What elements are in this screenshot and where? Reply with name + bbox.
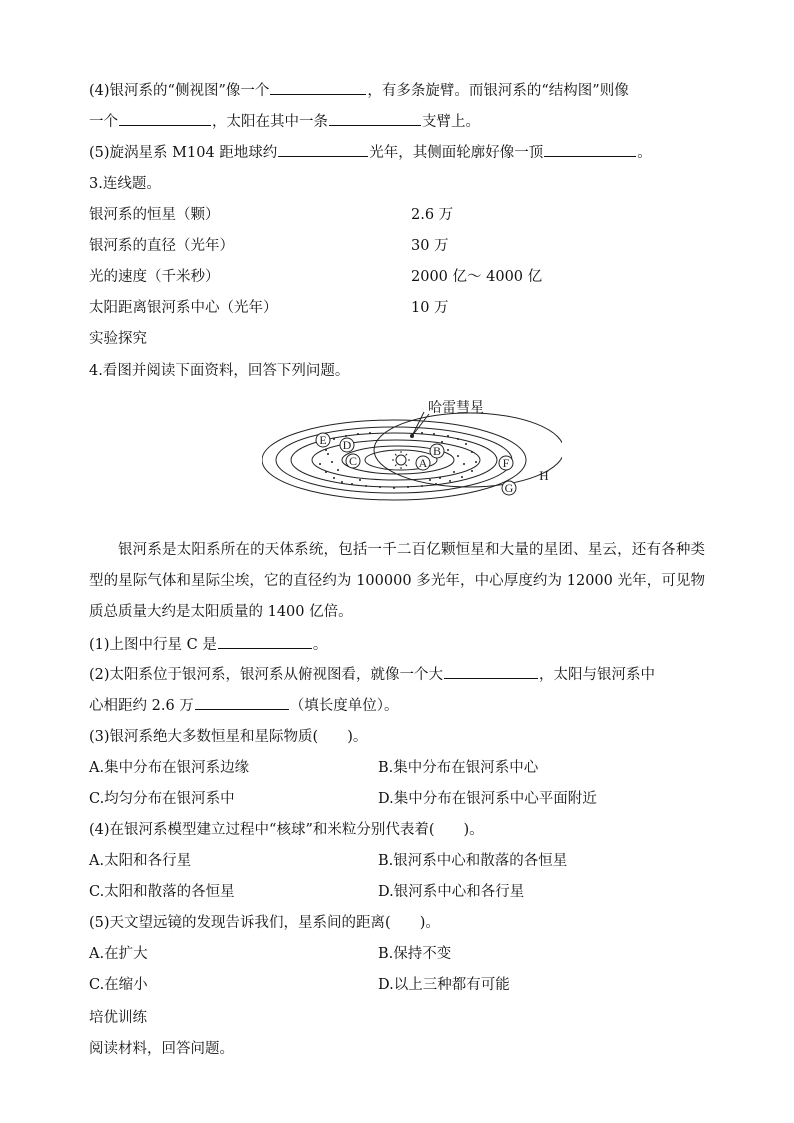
q4-sub2-text: 心相距约 2.6 万 bbox=[89, 698, 194, 714]
planet-d-marker bbox=[340, 438, 354, 452]
option-d[interactable]: D.银河系中心和各行星 bbox=[378, 884, 525, 900]
q4-sub2-text: （填长度单位）。 bbox=[289, 698, 399, 714]
planet-c-marker bbox=[346, 454, 360, 468]
answer-blank[interactable] bbox=[329, 111, 421, 126]
q2-item5-text: (5)旋涡星系 M104 距地球约 bbox=[89, 145, 278, 161]
q2-item4-text: 一个 bbox=[89, 114, 118, 130]
q2-item4-line2 bbox=[89, 111, 480, 132]
h-label: H bbox=[539, 468, 549, 483]
planet-label-e: E bbox=[319, 433, 327, 447]
planet-g-marker bbox=[502, 481, 516, 495]
q2-item4-text: 支臂上。 bbox=[422, 114, 480, 130]
halley-comet-label: 哈雷彗星 bbox=[428, 400, 484, 416]
match-right-item[interactable]: 10 万 bbox=[411, 300, 449, 316]
solar-system-diagram bbox=[262, 392, 562, 504]
option-a[interactable]: A.太阳和各行星 bbox=[89, 853, 192, 869]
option-b[interactable]: B.银河系中心和散落的各恒星 bbox=[378, 853, 568, 869]
match-right-item[interactable]: 2.6 万 bbox=[411, 207, 454, 223]
planet-f-marker bbox=[499, 456, 513, 470]
q2-item5-text: 光年，其侧面轮廓好像一顶 bbox=[369, 145, 544, 161]
q4-sub2-text: ，太阳与银河系中 bbox=[539, 667, 656, 683]
q4-sub2-line1 bbox=[89, 664, 655, 685]
answer-blank[interactable] bbox=[218, 634, 312, 649]
sun-icon bbox=[392, 451, 410, 469]
q4-sub1-text: 。 bbox=[312, 637, 328, 653]
q3-title: 3.连线题。 bbox=[89, 176, 161, 192]
answer-blank[interactable] bbox=[544, 142, 636, 157]
q2-item4-text: ，太阳在其中一条 bbox=[212, 114, 328, 130]
match-left-item[interactable]: 光的速度（千米秒） bbox=[89, 269, 220, 285]
option-a[interactable]: A.在扩大 bbox=[89, 946, 148, 962]
answer-blank[interactable] bbox=[195, 695, 289, 710]
q4-sub5: (5)天文望远镜的发现告诉我们，星系间的距离( )。 bbox=[89, 915, 440, 931]
q4-title: 4.看图并阅读下面资料，回答下列问题。 bbox=[89, 363, 350, 379]
q2-item4-text: (4)银河系的“侧视图”像一个 bbox=[89, 83, 270, 99]
planet-b-marker bbox=[430, 444, 444, 458]
option-b[interactable]: B.集中分布在银河系中心 bbox=[378, 760, 539, 776]
option-c[interactable]: C.太阳和散落的各恒星 bbox=[89, 884, 235, 900]
planet-label-d: D bbox=[342, 438, 352, 452]
option-b[interactable]: B.保持不变 bbox=[378, 946, 452, 962]
planet-e-marker bbox=[316, 433, 330, 447]
q4-sub2-text: (2)太阳系位于银河系，银河系从俯视图看，就像一个大 bbox=[89, 667, 444, 683]
match-right-item[interactable]: 30 万 bbox=[411, 238, 449, 254]
section-heading-experiment: 实验探究 bbox=[89, 331, 147, 347]
match-left-item[interactable]: 银河系的恒星（颗） bbox=[89, 207, 220, 223]
q2-item5-line bbox=[89, 142, 652, 163]
q4-sub1-text: (1)上图中行星 C 是 bbox=[89, 637, 217, 653]
q2-item4-line1 bbox=[89, 80, 629, 101]
q2-item5-text: 。 bbox=[637, 145, 652, 161]
planet-label-b: B bbox=[432, 444, 442, 458]
q4-sub3: (3)银河系绝大多数恒星和星际物质( )。 bbox=[89, 729, 368, 745]
section-heading-advanced: 培优训练 bbox=[89, 1010, 147, 1026]
option-c[interactable]: C.均匀分布在银河系中 bbox=[89, 791, 235, 807]
q4-sub1 bbox=[89, 634, 327, 655]
answer-blank[interactable] bbox=[270, 80, 366, 95]
planet-label-f: F bbox=[502, 456, 510, 470]
answer-blank[interactable] bbox=[444, 664, 538, 679]
answer-blank[interactable] bbox=[278, 142, 368, 157]
match-right-item[interactable]: 2000 亿～ 4000 亿 bbox=[411, 269, 543, 285]
planet-label-a: A bbox=[418, 456, 428, 470]
planet-label-g: G bbox=[504, 481, 514, 495]
match-left-item[interactable]: 银河系的直径（光年） bbox=[89, 238, 234, 254]
q2-item4-text: ，有多条旋臂。而银河系的“结构图”则像 bbox=[367, 83, 629, 99]
reading-prompt: 阅读材料，回答问题。 bbox=[89, 1041, 234, 1057]
option-a[interactable]: A.集中分布在银河系边缘 bbox=[89, 760, 250, 776]
option-c[interactable]: C.在缩小 bbox=[89, 977, 148, 993]
answer-blank[interactable] bbox=[119, 111, 211, 126]
q4-sub4: (4)在银河系模型建立过程中“核球”和米粒分别代表着( )。 bbox=[89, 822, 484, 838]
match-left-item[interactable]: 太阳距离银河系中心（光年） bbox=[89, 300, 278, 316]
planet-label-c: C bbox=[348, 454, 358, 468]
option-d[interactable]: D.集中分布在银河系中心平面附近 bbox=[378, 791, 597, 807]
q4-sub2-line2 bbox=[89, 695, 399, 716]
q4-passage: 银河系是太阳系所在的天体系统，包括一千二百亿颗恒星和大量的星团、星云，还有各种类型的星际气体和星际尘埃，它的直径约为 100000 多光年，中心厚度约为 12000 光年，可见物质总质量大约是太阳质量的 1400 亿倍。 bbox=[89, 542, 705, 620]
planet-a-marker bbox=[416, 456, 430, 470]
option-d[interactable]: D.以上三种都有可能 bbox=[378, 977, 510, 993]
